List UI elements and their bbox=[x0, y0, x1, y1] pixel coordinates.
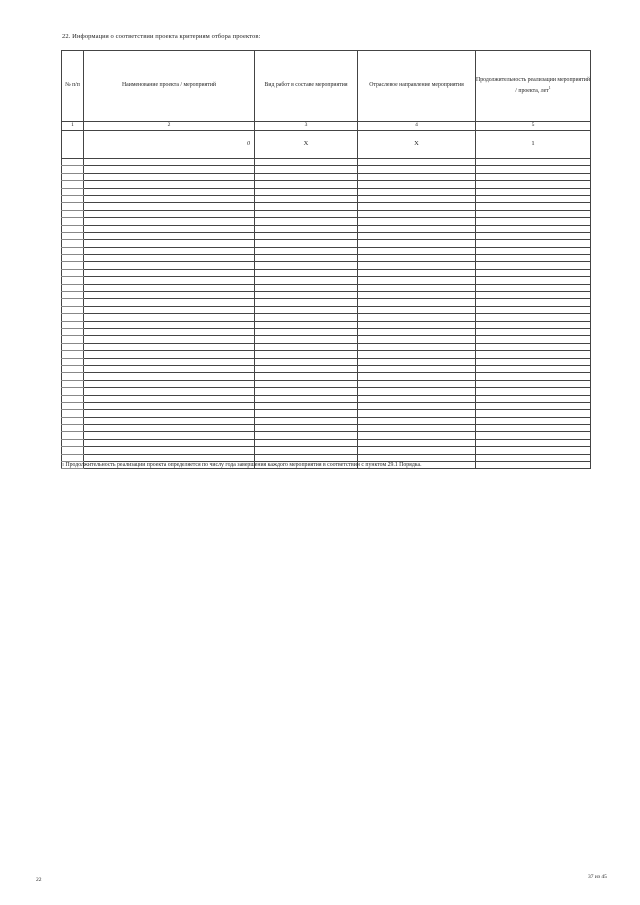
table-cell bbox=[84, 166, 255, 173]
table-cell bbox=[255, 439, 358, 446]
table-row bbox=[62, 343, 591, 350]
table-cell bbox=[358, 247, 476, 254]
table-cell bbox=[476, 432, 591, 439]
section-title: 22. Информация о соответствии проекта критериям отбора проектов: bbox=[62, 33, 261, 40]
table-cell bbox=[84, 365, 255, 372]
table-row bbox=[62, 247, 591, 254]
table-cell bbox=[84, 247, 255, 254]
table-row bbox=[62, 173, 591, 180]
table-cell bbox=[358, 402, 476, 409]
header-footnote-mark: 1 bbox=[548, 84, 551, 90]
table-cell bbox=[84, 188, 255, 195]
table-cell bbox=[84, 432, 255, 439]
table-cell bbox=[358, 395, 476, 402]
criteria-table bbox=[61, 50, 591, 469]
table-cell bbox=[476, 166, 591, 173]
table-cell bbox=[358, 314, 476, 321]
cell-duration: 1 bbox=[476, 131, 591, 159]
table-cell bbox=[84, 373, 255, 380]
criteria-table-wrapper bbox=[61, 50, 590, 469]
header-project-name: Наименование проекта / мероприятий bbox=[84, 51, 255, 122]
table-cell bbox=[62, 218, 84, 225]
table-row bbox=[62, 351, 591, 358]
table-row bbox=[62, 358, 591, 365]
table-cell bbox=[62, 439, 84, 446]
table-cell bbox=[476, 395, 591, 402]
table-cell bbox=[358, 262, 476, 269]
table-cell bbox=[84, 321, 255, 328]
table-cell bbox=[255, 395, 358, 402]
table-cell bbox=[62, 454, 84, 461]
column-number-row bbox=[62, 122, 591, 131]
table-cell bbox=[62, 395, 84, 402]
header-industry: Отраслевое направление мероприятия bbox=[358, 51, 476, 122]
table-cell bbox=[476, 439, 591, 446]
table-cell bbox=[255, 203, 358, 210]
table-cell bbox=[84, 299, 255, 306]
table-row bbox=[62, 432, 591, 439]
table-cell bbox=[255, 181, 358, 188]
cell-industry: Х bbox=[358, 131, 476, 159]
table-cell bbox=[358, 351, 476, 358]
table-cell bbox=[62, 262, 84, 269]
table-cell bbox=[62, 306, 84, 313]
table-cell bbox=[358, 439, 476, 446]
table-cell bbox=[255, 314, 358, 321]
column-number: 5 bbox=[476, 122, 591, 131]
table-cell bbox=[84, 262, 255, 269]
table-cell bbox=[476, 328, 591, 335]
table-cell bbox=[84, 343, 255, 350]
table-cell bbox=[62, 365, 84, 372]
table-cell bbox=[62, 321, 84, 328]
footnote bbox=[62, 462, 602, 468]
table-cell bbox=[476, 292, 591, 299]
table-cell bbox=[84, 173, 255, 180]
table-cell bbox=[255, 159, 358, 166]
table-cell bbox=[62, 173, 84, 180]
table-cell bbox=[476, 410, 591, 417]
cell-project-name: 0 bbox=[84, 131, 255, 159]
table-cell bbox=[62, 328, 84, 335]
table-row bbox=[62, 336, 591, 343]
table-cell bbox=[84, 284, 255, 291]
table-cell bbox=[476, 425, 591, 432]
table-cell bbox=[62, 343, 84, 350]
table-cell bbox=[84, 277, 255, 284]
table-cell bbox=[358, 454, 476, 461]
table-cell bbox=[255, 255, 358, 262]
table-cell bbox=[62, 388, 84, 395]
table-cell bbox=[62, 380, 84, 387]
table-cell bbox=[476, 306, 591, 313]
table-row bbox=[62, 417, 591, 424]
table-cell bbox=[84, 218, 255, 225]
table-row bbox=[62, 314, 591, 321]
table-cell bbox=[62, 425, 84, 432]
table-cell bbox=[358, 365, 476, 372]
table-cell bbox=[476, 247, 591, 254]
table-row bbox=[62, 269, 591, 276]
table-cell bbox=[62, 432, 84, 439]
table-cell bbox=[62, 417, 84, 424]
table-cell bbox=[84, 439, 255, 446]
header-row bbox=[62, 51, 591, 122]
table-cell bbox=[255, 328, 358, 335]
table-cell bbox=[358, 447, 476, 454]
table-cell bbox=[255, 425, 358, 432]
table-cell bbox=[476, 240, 591, 247]
table-row bbox=[62, 321, 591, 328]
table-cell bbox=[84, 351, 255, 358]
table-cell bbox=[255, 388, 358, 395]
table-row bbox=[62, 402, 591, 409]
table-cell bbox=[358, 417, 476, 424]
table-cell bbox=[255, 284, 358, 291]
table-row bbox=[62, 425, 591, 432]
table-cell bbox=[84, 159, 255, 166]
table-cell bbox=[84, 358, 255, 365]
table-cell bbox=[62, 351, 84, 358]
table-cell bbox=[476, 402, 591, 409]
table-cell bbox=[255, 173, 358, 180]
table-cell bbox=[476, 365, 591, 372]
table-cell bbox=[62, 284, 84, 291]
table-cell bbox=[255, 358, 358, 365]
table-cell bbox=[84, 454, 255, 461]
table-cell bbox=[84, 225, 255, 232]
table-cell bbox=[358, 425, 476, 432]
table-row bbox=[62, 306, 591, 313]
table-cell bbox=[84, 314, 255, 321]
table-cell bbox=[84, 240, 255, 247]
table-cell bbox=[62, 181, 84, 188]
table-cell bbox=[255, 373, 358, 380]
table-row bbox=[62, 388, 591, 395]
table-cell bbox=[62, 203, 84, 210]
table-cell bbox=[358, 203, 476, 210]
table-cell bbox=[358, 358, 476, 365]
table-row bbox=[62, 210, 591, 217]
table-row bbox=[62, 195, 591, 202]
table-cell bbox=[476, 262, 591, 269]
table-cell bbox=[255, 351, 358, 358]
column-number: 3 bbox=[255, 122, 358, 131]
table-cell bbox=[476, 232, 591, 239]
header-duration-text: Продолжительность реализации мероприятий / проекта, лет bbox=[476, 77, 590, 94]
table-cell bbox=[476, 447, 591, 454]
table-row bbox=[62, 447, 591, 454]
table-cell bbox=[62, 195, 84, 202]
table-cell bbox=[358, 343, 476, 350]
table-cell bbox=[476, 203, 591, 210]
table-cell bbox=[255, 365, 358, 372]
table-cell bbox=[358, 269, 476, 276]
table-cell bbox=[476, 195, 591, 202]
table-cell bbox=[255, 402, 358, 409]
table-cell bbox=[255, 210, 358, 217]
table-cell bbox=[358, 321, 476, 328]
table-row bbox=[62, 166, 591, 173]
table-row bbox=[62, 395, 591, 402]
table-cell bbox=[84, 425, 255, 432]
table-row bbox=[62, 284, 591, 291]
table-cell bbox=[358, 232, 476, 239]
table-cell bbox=[358, 410, 476, 417]
table-cell bbox=[255, 454, 358, 461]
table-cell bbox=[62, 299, 84, 306]
table-cell bbox=[84, 447, 255, 454]
table-cell bbox=[476, 299, 591, 306]
table-cell bbox=[62, 269, 84, 276]
table-cell bbox=[476, 380, 591, 387]
table-cell bbox=[84, 395, 255, 402]
table-cell bbox=[358, 218, 476, 225]
table-cell bbox=[476, 454, 591, 461]
table-cell bbox=[358, 166, 476, 173]
table-cell bbox=[476, 188, 591, 195]
table-cell bbox=[476, 255, 591, 262]
table-cell bbox=[62, 292, 84, 299]
table-cell bbox=[476, 358, 591, 365]
table-cell bbox=[476, 181, 591, 188]
table-row bbox=[62, 181, 591, 188]
table-cell bbox=[476, 388, 591, 395]
table-row bbox=[62, 240, 591, 247]
table-row bbox=[62, 159, 591, 166]
table-cell bbox=[476, 351, 591, 358]
table-cell bbox=[476, 269, 591, 276]
table-cell bbox=[358, 195, 476, 202]
table-cell bbox=[84, 255, 255, 262]
table-cell bbox=[62, 232, 84, 239]
table-row bbox=[62, 365, 591, 372]
table-cell bbox=[62, 159, 84, 166]
table-row bbox=[62, 292, 591, 299]
table-cell bbox=[358, 255, 476, 262]
table-cell bbox=[476, 373, 591, 380]
header-work-type: Вид работ в составе мероприятия bbox=[255, 51, 358, 122]
table-cell bbox=[84, 210, 255, 217]
table-cell bbox=[84, 388, 255, 395]
table-row bbox=[62, 380, 591, 387]
table-cell bbox=[62, 210, 84, 217]
table-cell bbox=[255, 232, 358, 239]
table-cell bbox=[62, 166, 84, 173]
table-cell bbox=[255, 380, 358, 387]
table-cell bbox=[358, 225, 476, 232]
table-cell bbox=[62, 336, 84, 343]
table-cell bbox=[255, 195, 358, 202]
page-number-right: 37 из 45 bbox=[588, 874, 607, 880]
table-cell bbox=[358, 173, 476, 180]
table-cell bbox=[255, 247, 358, 254]
table-cell bbox=[62, 247, 84, 254]
table-cell bbox=[476, 417, 591, 424]
table-row bbox=[62, 203, 591, 210]
table-cell bbox=[84, 380, 255, 387]
table-cell bbox=[358, 373, 476, 380]
table-cell bbox=[476, 159, 591, 166]
table-row bbox=[62, 188, 591, 195]
table-row bbox=[62, 218, 591, 225]
cell-work-type: Х bbox=[255, 131, 358, 159]
table-cell bbox=[358, 277, 476, 284]
table-cell bbox=[84, 306, 255, 313]
table-cell bbox=[255, 343, 358, 350]
column-number: 2 bbox=[84, 122, 255, 131]
table-cell bbox=[358, 159, 476, 166]
table-cell bbox=[358, 336, 476, 343]
table-cell bbox=[62, 447, 84, 454]
table-cell bbox=[62, 240, 84, 247]
table-cell bbox=[476, 225, 591, 232]
table-cell bbox=[476, 284, 591, 291]
table-cell bbox=[62, 314, 84, 321]
table-row bbox=[62, 299, 591, 306]
table-cell bbox=[255, 240, 358, 247]
table-row bbox=[62, 277, 591, 284]
table-row bbox=[62, 225, 591, 232]
table-cell bbox=[84, 410, 255, 417]
table-row bbox=[62, 410, 591, 417]
table-cell bbox=[62, 358, 84, 365]
table-cell bbox=[62, 277, 84, 284]
table-row bbox=[62, 232, 591, 239]
table-cell bbox=[358, 388, 476, 395]
table-cell bbox=[358, 380, 476, 387]
table-cell bbox=[84, 292, 255, 299]
table-cell bbox=[62, 402, 84, 409]
column-number: 1 bbox=[62, 122, 84, 131]
table-cell bbox=[255, 225, 358, 232]
header-number: № п/п bbox=[62, 51, 84, 122]
table-cell bbox=[255, 262, 358, 269]
table-cell bbox=[255, 299, 358, 306]
table-cell bbox=[62, 225, 84, 232]
footnote-text: Продолжительность реализации проекта определяется по числу года завершения каждого мероприятия в соответствии с пунктом 29.1 Порядка. bbox=[65, 462, 422, 468]
table-cell bbox=[358, 299, 476, 306]
table-cell bbox=[62, 373, 84, 380]
table-cell bbox=[255, 218, 358, 225]
table-cell bbox=[255, 336, 358, 343]
table-cell bbox=[358, 328, 476, 335]
table-cell bbox=[84, 336, 255, 343]
table-cell bbox=[255, 432, 358, 439]
table-cell bbox=[255, 321, 358, 328]
table-row bbox=[62, 439, 591, 446]
cell-number bbox=[62, 131, 84, 159]
table-cell bbox=[84, 402, 255, 409]
table-cell bbox=[476, 343, 591, 350]
table-cell bbox=[476, 173, 591, 180]
column-number: 4 bbox=[358, 122, 476, 131]
table-cell bbox=[358, 306, 476, 313]
table-cell bbox=[255, 166, 358, 173]
table-cell bbox=[358, 292, 476, 299]
table-cell bbox=[476, 218, 591, 225]
table-cell bbox=[255, 277, 358, 284]
table-cell bbox=[84, 269, 255, 276]
table-row bbox=[62, 262, 591, 269]
footnote-mark: 1 bbox=[62, 462, 64, 467]
table-cell bbox=[255, 269, 358, 276]
table-cell bbox=[476, 321, 591, 328]
table-row bbox=[62, 131, 591, 159]
table-cell bbox=[358, 240, 476, 247]
table-cell bbox=[255, 306, 358, 313]
table-cell bbox=[62, 255, 84, 262]
table-cell bbox=[358, 181, 476, 188]
table-cell bbox=[358, 210, 476, 217]
table-cell bbox=[476, 314, 591, 321]
table-cell bbox=[84, 232, 255, 239]
table-cell bbox=[255, 417, 358, 424]
table-cell bbox=[62, 188, 84, 195]
table-cell bbox=[358, 432, 476, 439]
table-row bbox=[62, 373, 591, 380]
table-cell bbox=[84, 181, 255, 188]
table-cell bbox=[255, 410, 358, 417]
table-cell bbox=[476, 336, 591, 343]
table-cell bbox=[84, 203, 255, 210]
table-cell bbox=[255, 292, 358, 299]
table-cell bbox=[255, 188, 358, 195]
table-cell bbox=[358, 284, 476, 291]
table-cell bbox=[62, 410, 84, 417]
table-row bbox=[62, 255, 591, 262]
table-cell bbox=[84, 417, 255, 424]
table-cell bbox=[255, 447, 358, 454]
page-number-left: 22 bbox=[36, 877, 42, 883]
header-duration bbox=[476, 51, 591, 122]
table-row bbox=[62, 454, 591, 461]
table-cell bbox=[84, 328, 255, 335]
table-cell bbox=[358, 188, 476, 195]
table-cell bbox=[476, 277, 591, 284]
table-cell bbox=[84, 195, 255, 202]
table-cell bbox=[476, 210, 591, 217]
table-row bbox=[62, 328, 591, 335]
